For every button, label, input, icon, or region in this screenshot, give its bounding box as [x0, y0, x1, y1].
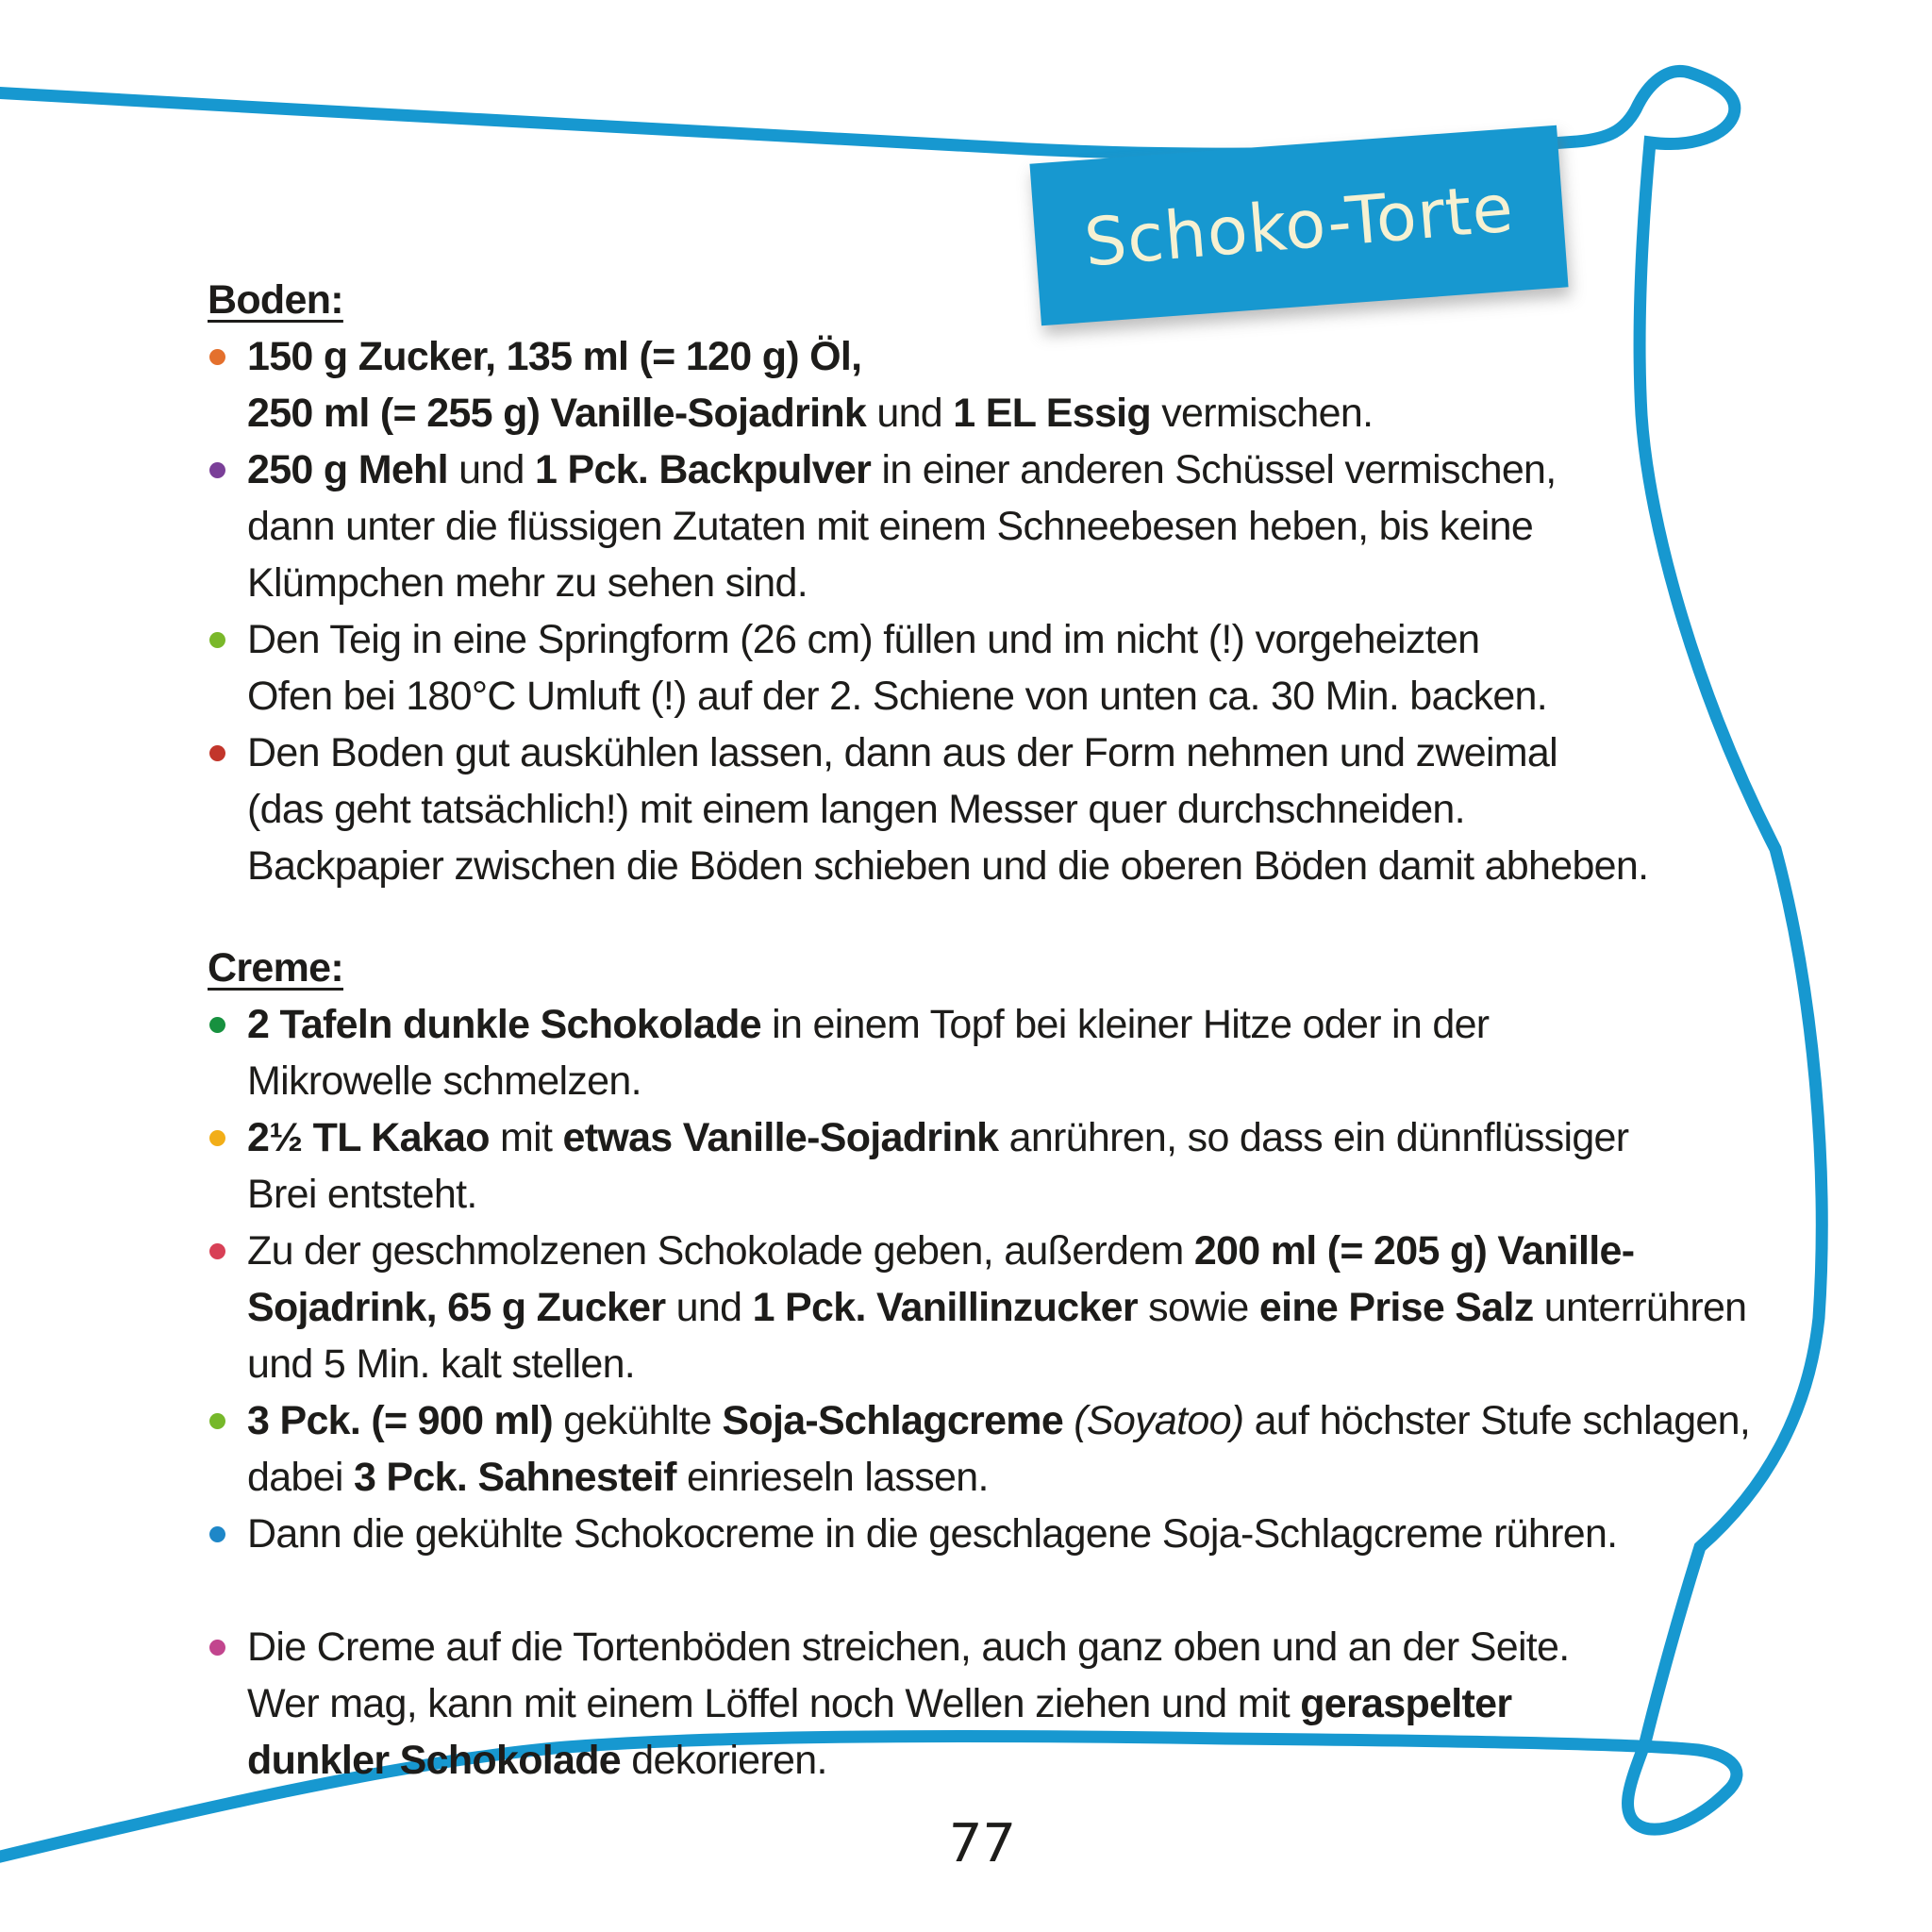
bullet-dot [209, 1413, 225, 1429]
section-heading: Creme: [208, 945, 343, 991]
step-text: 150 g Zucker, 135 ml (= 120 g) Öl, 250 ml (= 255 g) Vanille-Sojadrink und 1 EL Essig vermischen. [247, 334, 1374, 436]
bullet-dot [209, 1130, 225, 1146]
recipe-step [208, 724, 1811, 894]
bullet-dot [209, 1017, 225, 1033]
recipe-step [208, 611, 1811, 724]
bullet-dot [209, 462, 225, 478]
step-text: 250 g Mehl und 1 Pck. Backpulver in einer anderen Schüssel vermischen, dann unter die flüssigen Zutaten mit einem Schneebesen heben, bis keine Klümpchen mehr zu sehen sind. [247, 447, 1557, 606]
page-number: 77 [945, 1813, 1017, 1874]
bullet-dot [209, 745, 225, 761]
recipe-step [208, 328, 1811, 441]
recipe-title: Schoko-Torte [1081, 169, 1517, 282]
recipe-step [208, 1619, 1811, 1789]
recipe-step [208, 1109, 1811, 1223]
section-heading: Boden: [208, 277, 343, 323]
bullet-dot [209, 1243, 225, 1259]
recipe-content [208, 272, 1811, 1789]
recipe-step [208, 1223, 1811, 1392]
step-text: Dann die gekühlte Schokocreme in die geschlagene Soja-Schlagcreme rühren. [247, 1511, 1618, 1557]
recipe-step [208, 1506, 1811, 1562]
bullet-dot [209, 1640, 225, 1656]
step-text: 3 Pck. (= 900 ml) gekühlte Soja-Schlagcreme (Soyatoo) auf höchster Stufe schlagen, dabei 3 Pck. Sahnesteif einrieseln lassen. [247, 1398, 1751, 1500]
bullet-dot [209, 632, 225, 648]
step-text: 2 Tafeln dunkle Schokolade in einem Topf bei kleiner Hitze oder in der Mikrowelle schmelzen. [247, 1002, 1490, 1104]
bullet-dot [209, 1526, 225, 1542]
recipe-step [208, 1392, 1811, 1506]
bullet-dot [209, 349, 225, 365]
recipe-step [208, 996, 1811, 1109]
step-text: 2½ TL Kakao mit etwas Vanille-Sojadrink anrühren, so dass ein dünnflüssiger Brei entsteht. [247, 1115, 1629, 1217]
step-text: Den Teig in eine Springform (26 cm) füllen und im nicht (!) vorgeheizten Ofen bei 180°C Umluft (!) auf der 2. Schiene von unten ca. 30 Min. backen. [247, 617, 1548, 719]
recipe-step [208, 441, 1811, 611]
step-text: Den Boden gut auskühlen lassen, dann aus der Form nehmen und zweimal (das geht tatsächlich!) mit einem langen Messer quer durchschneiden. Backpapier zwischen die Böden schieben und die oberen Böden damit abheben. [247, 730, 1649, 889]
step-text: Zu der geschmolzenen Schokolade geben, außerdem 200 ml (= 205 g) Vanille- Sojadrink, 65 g Zucker und 1 Pck. Vanillinzucker sowie eine Prise Salz unterrühren und 5 Min. kalt stellen. [247, 1228, 1747, 1387]
step-text: Die Creme auf die Tortenböden streichen, auch ganz oben und an der Seite. Wer mag, kann mit einem Löffel noch Wellen ziehen und mit geraspelter dunkler Schokolade dekorieren. [247, 1624, 1570, 1783]
